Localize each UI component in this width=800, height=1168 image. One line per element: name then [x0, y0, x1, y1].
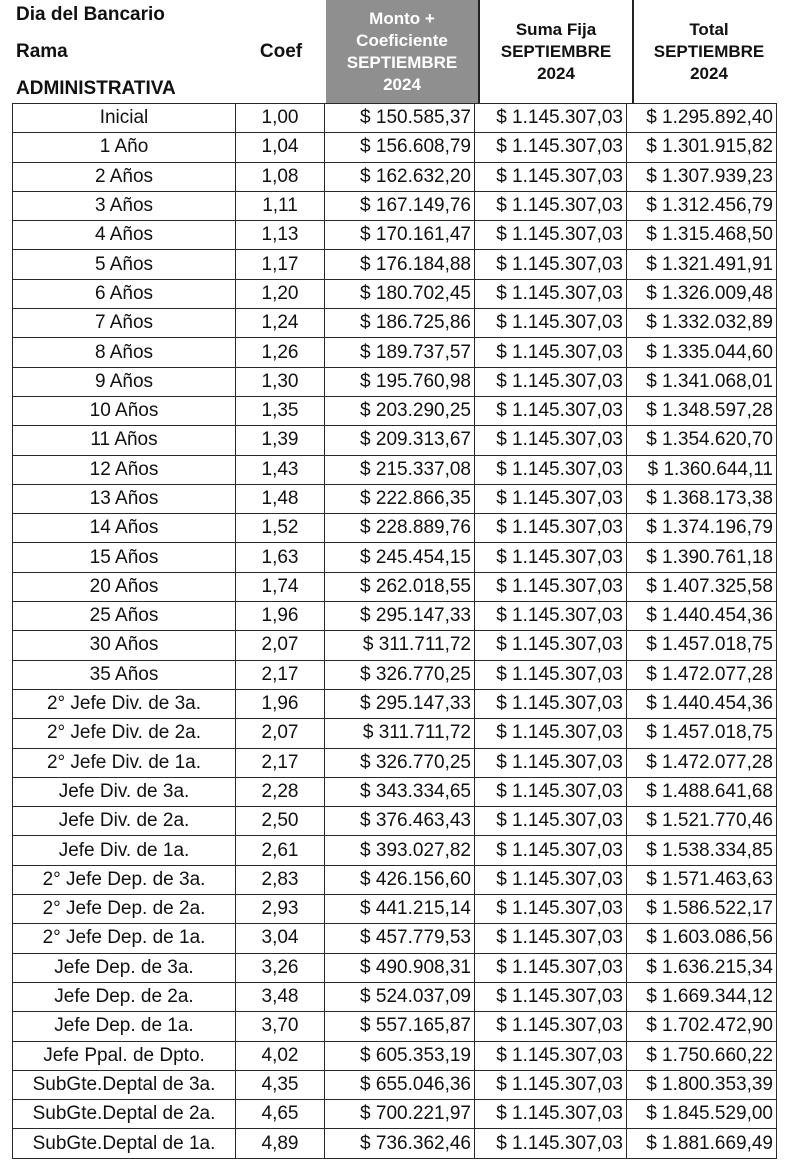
suma-fija-cell: $ 1.145.307,03 [475, 807, 627, 836]
total-cell: $ 1.800.353,39 [627, 1070, 777, 1099]
total-header-line: 2024 [690, 63, 728, 83]
table-row [13, 572, 777, 601]
category-cell: SubGte.Deptal de 1a. [13, 1129, 236, 1158]
category-cell: 6 Años [13, 279, 236, 308]
category-cell: 25 Años [13, 602, 236, 631]
header-title-block [12, 0, 236, 103]
monto-cell: $ 222.866,35 [325, 484, 475, 513]
category-cell: 2° Jefe Dep. de 1a. [13, 924, 236, 953]
total-cell: $ 1.457.018,75 [627, 719, 777, 748]
category-cell: 12 Años [13, 455, 236, 484]
suma-fija-cell: $ 1.145.307,03 [475, 484, 627, 513]
table-row [13, 1129, 777, 1158]
monto-cell: $ 162.632,20 [325, 162, 475, 191]
coef-cell: 1,39 [236, 426, 325, 455]
table-row [13, 689, 777, 718]
suma-fija-cell: $ 1.145.307,03 [475, 777, 627, 806]
table-row [13, 865, 777, 894]
table-row [13, 748, 777, 777]
monto-cell: $ 176.184,88 [325, 250, 475, 279]
category-cell: 1 Año [13, 133, 236, 162]
total-cell: $ 1.440.454,36 [627, 602, 777, 631]
table-row [13, 543, 777, 572]
suma-fija-cell: $ 1.145.307,03 [475, 631, 627, 660]
total-cell: $ 1.472.077,28 [627, 660, 777, 689]
suma-fija-cell: $ 1.145.307,03 [475, 660, 627, 689]
total-cell: $ 1.348.597,28 [627, 396, 777, 425]
monto-cell: $ 262.018,55 [325, 572, 475, 601]
category-cell: 15 Años [13, 543, 236, 572]
coef-header-label: Coef [259, 40, 303, 62]
monto-cell: $ 228.889,76 [325, 514, 475, 543]
category-cell: 13 Años [13, 484, 236, 513]
table-row [13, 1041, 777, 1070]
coef-cell: 1,30 [236, 367, 325, 396]
total-cell: $ 1.368.173,38 [627, 484, 777, 513]
table-row [13, 279, 777, 308]
table-row [13, 426, 777, 455]
monto-cell: $ 295.147,33 [325, 602, 475, 631]
table-row [13, 836, 777, 865]
total-cell: $ 1.702.472,90 [627, 1012, 777, 1041]
table-row [13, 924, 777, 953]
monto-cell: $ 215.337,08 [325, 455, 475, 484]
category-cell: 10 Años [13, 396, 236, 425]
total-cell: $ 1.603.086,56 [627, 924, 777, 953]
monto-cell: $ 311.711,72 [325, 719, 475, 748]
category-cell: 2° Jefe Div. de 3a. [13, 689, 236, 718]
category-cell: 9 Años [13, 367, 236, 396]
suma-fija-cell: $ 1.145.307,03 [475, 836, 627, 865]
table-row [13, 1012, 777, 1041]
category-cell: SubGte.Deptal de 3a. [13, 1070, 236, 1099]
total-cell: $ 1.440.454,36 [627, 689, 777, 718]
coef-cell: 1,11 [236, 191, 325, 220]
rama-label: Rama [16, 41, 68, 62]
document-title: Dia del Bancario [16, 4, 165, 25]
table-row [13, 367, 777, 396]
coef-cell: 1,63 [236, 543, 325, 572]
total-cell: $ 1.472.077,28 [627, 748, 777, 777]
table-row [13, 807, 777, 836]
suma-fija-cell: $ 1.145.307,03 [475, 953, 627, 982]
monto-cell: $ 180.702,45 [325, 279, 475, 308]
total-header-line: SEPTIEMBRE [653, 41, 765, 61]
monto-cell: $ 186.725,86 [325, 309, 475, 338]
category-cell: 3 Años [13, 191, 236, 220]
suma-fija-cell: $ 1.145.307,03 [475, 514, 627, 543]
monto-cell: $ 393.027,82 [325, 836, 475, 865]
category-cell: 4 Años [13, 221, 236, 250]
suma-fija-cell: $ 1.145.307,03 [475, 1100, 627, 1129]
coef-cell: 2,93 [236, 895, 325, 924]
total-cell: $ 1.521.770,46 [627, 807, 777, 836]
table-row [13, 221, 777, 250]
table-row [13, 953, 777, 982]
suma-fija-cell: $ 1.145.307,03 [475, 338, 627, 367]
suma-fija-cell: $ 1.145.307,03 [475, 221, 627, 250]
monto-cell: $ 655.046,36 [325, 1070, 475, 1099]
suma-fija-cell: $ 1.145.307,03 [475, 895, 627, 924]
table-row [13, 602, 777, 631]
monto-header-line: Monto + [369, 8, 435, 28]
coef-cell: 2,07 [236, 719, 325, 748]
suma-fija-cell: $ 1.145.307,03 [475, 865, 627, 894]
coef-cell: 1,35 [236, 396, 325, 425]
total-cell: $ 1.390.761,18 [627, 543, 777, 572]
monto-cell: $ 167.149,76 [325, 191, 475, 220]
suma-fija-cell: $ 1.145.307,03 [475, 426, 627, 455]
suma-fija-cell: $ 1.145.307,03 [475, 162, 627, 191]
suma-fija-cell: $ 1.145.307,03 [475, 572, 627, 601]
total-cell: $ 1.354.620,70 [627, 426, 777, 455]
suma-fija-cell: $ 1.145.307,03 [475, 719, 627, 748]
category-cell: 30 Años [13, 631, 236, 660]
coef-cell: 3,26 [236, 953, 325, 982]
total-cell: $ 1.321.491,91 [627, 250, 777, 279]
coef-cell: 1,48 [236, 484, 325, 513]
table-row [13, 250, 777, 279]
monto-cell: $ 170.161,47 [325, 221, 475, 250]
category-cell: 8 Años [13, 338, 236, 367]
category-cell: 2 Años [13, 162, 236, 191]
coef-cell: 4,02 [236, 1041, 325, 1070]
suma-fija-cell: $ 1.145.307,03 [475, 191, 627, 220]
suma-fija-cell: $ 1.145.307,03 [475, 367, 627, 396]
suma-fija-cell: $ 1.145.307,03 [475, 250, 627, 279]
total-cell: $ 1.295.892,40 [627, 104, 777, 133]
coef-cell: 1,74 [236, 572, 325, 601]
total-cell: $ 1.538.334,85 [627, 836, 777, 865]
total-cell: $ 1.326.009,48 [627, 279, 777, 308]
suma-fija-cell: $ 1.145.307,03 [475, 1012, 627, 1041]
monto-header [326, 0, 478, 103]
monto-cell: $ 524.037,09 [325, 982, 475, 1011]
rama-value: ADMINISTRATIVA [16, 78, 176, 99]
suma-fija-header [478, 0, 632, 103]
monto-cell: $ 441.215,14 [325, 895, 475, 924]
total-cell: $ 1.341.068,01 [627, 367, 777, 396]
suma-fija-cell: $ 1.145.307,03 [475, 748, 627, 777]
monto-cell: $ 326.770,25 [325, 660, 475, 689]
table-row [13, 895, 777, 924]
total-cell: $ 1.586.522,17 [627, 895, 777, 924]
monto-cell: $ 195.760,98 [325, 367, 475, 396]
coef-header [236, 0, 326, 103]
table-row [13, 191, 777, 220]
coef-cell: 1,96 [236, 602, 325, 631]
monto-cell: $ 150.585,37 [325, 104, 475, 133]
coef-cell: 3,48 [236, 982, 325, 1011]
coef-cell: 1,00 [236, 104, 325, 133]
total-cell: $ 1.488.641,68 [627, 777, 777, 806]
category-cell: 7 Años [13, 309, 236, 338]
monto-cell: $ 326.770,25 [325, 748, 475, 777]
monto-cell: $ 457.779,53 [325, 924, 475, 953]
category-cell: SubGte.Deptal de 2a. [13, 1100, 236, 1129]
monto-cell: $ 245.454,15 [325, 543, 475, 572]
table-row [13, 1100, 777, 1129]
monto-cell: $ 376.463,43 [325, 807, 475, 836]
total-cell: $ 1.636.215,34 [627, 953, 777, 982]
suma-fija-cell: $ 1.145.307,03 [475, 924, 627, 953]
monto-cell: $ 700.221,97 [325, 1100, 475, 1129]
total-cell: $ 1.307.939,23 [627, 162, 777, 191]
category-cell: 2° Jefe Dep. de 2a. [13, 895, 236, 924]
coef-cell: 1,20 [236, 279, 325, 308]
table-row [13, 104, 777, 133]
suma-fija-cell: $ 1.145.307,03 [475, 396, 627, 425]
suma-fija-cell: $ 1.145.307,03 [475, 1129, 627, 1158]
monto-cell: $ 490.908,31 [325, 953, 475, 982]
category-cell: 2° Jefe Dep. de 3a. [13, 865, 236, 894]
salary-table [12, 103, 777, 1159]
category-cell: 5 Años [13, 250, 236, 279]
table-row [13, 455, 777, 484]
total-cell: $ 1.360.644,11 [627, 455, 777, 484]
total-cell: $ 1.312.456,79 [627, 191, 777, 220]
total-cell: $ 1.669.344,12 [627, 982, 777, 1011]
coef-cell: 4,65 [236, 1100, 325, 1129]
coef-cell: 1,96 [236, 689, 325, 718]
category-cell: Jefe Ppal. de Dpto. [13, 1041, 236, 1070]
coef-cell: 2,17 [236, 748, 325, 777]
coef-cell: 2,61 [236, 836, 325, 865]
total-cell: $ 1.301.915,82 [627, 133, 777, 162]
monto-cell: $ 736.362,46 [325, 1129, 475, 1158]
coef-cell: 1,52 [236, 514, 325, 543]
coef-cell: 3,04 [236, 924, 325, 953]
category-cell: 2° Jefe Div. de 2a. [13, 719, 236, 748]
suma-fija-cell: $ 1.145.307,03 [475, 982, 627, 1011]
total-cell: $ 1.374.196,79 [627, 514, 777, 543]
coef-cell: 1,26 [236, 338, 325, 367]
total-header [632, 0, 784, 103]
total-cell: $ 1.881.669,49 [627, 1129, 777, 1158]
coef-cell: 2,50 [236, 807, 325, 836]
suma-header-line: Suma Fija [515, 19, 597, 39]
category-cell: Jefe Div. de 3a. [13, 777, 236, 806]
total-header-line: Total [689, 19, 729, 39]
suma-fija-cell: $ 1.145.307,03 [475, 104, 627, 133]
total-cell: $ 1.332.032,89 [627, 309, 777, 338]
table-row [13, 396, 777, 425]
coef-cell: 1,08 [236, 162, 325, 191]
category-cell: Jefe Div. de 1a. [13, 836, 236, 865]
suma-fija-cell: $ 1.145.307,03 [475, 309, 627, 338]
category-cell: Jefe Div. de 2a. [13, 807, 236, 836]
category-cell: Inicial [13, 104, 236, 133]
category-cell: 2° Jefe Div. de 1a. [13, 748, 236, 777]
table-row [13, 982, 777, 1011]
coef-cell: 2,17 [236, 660, 325, 689]
table-row [13, 660, 777, 689]
monto-cell: $ 203.290,25 [325, 396, 475, 425]
monto-header-line: Coeficiente [356, 30, 448, 50]
category-cell: 14 Años [13, 514, 236, 543]
category-cell: 35 Años [13, 660, 236, 689]
monto-cell: $ 311.711,72 [325, 631, 475, 660]
coef-cell: 2,07 [236, 631, 325, 660]
coef-cell: 1,24 [236, 309, 325, 338]
suma-fija-cell: $ 1.145.307,03 [475, 602, 627, 631]
coef-cell: 1,43 [236, 455, 325, 484]
coef-cell: 4,89 [236, 1129, 325, 1158]
table-header [0, 0, 800, 103]
coef-cell: 1,17 [236, 250, 325, 279]
suma-header-line: 2024 [537, 63, 575, 83]
table-row [13, 777, 777, 806]
category-cell: Jefe Dep. de 2a. [13, 982, 236, 1011]
total-cell: $ 1.315.468,50 [627, 221, 777, 250]
monto-cell: $ 209.313,67 [325, 426, 475, 455]
category-cell: 20 Años [13, 572, 236, 601]
total-cell: $ 1.750.660,22 [627, 1041, 777, 1070]
coef-cell: 1,13 [236, 221, 325, 250]
monto-cell: $ 295.147,33 [325, 689, 475, 718]
monto-header-line: 2024 [383, 74, 421, 94]
table-row [13, 338, 777, 367]
table-row [13, 514, 777, 543]
suma-header-line: SEPTIEMBRE [500, 41, 612, 61]
suma-fija-cell: $ 1.145.307,03 [475, 1041, 627, 1070]
table-row [13, 631, 777, 660]
coef-cell: 2,83 [236, 865, 325, 894]
table-row [13, 133, 777, 162]
coef-cell: 1,04 [236, 133, 325, 162]
monto-header-line: SEPTIEMBRE [346, 52, 458, 72]
monto-cell: $ 343.334,65 [325, 777, 475, 806]
table-row [13, 309, 777, 338]
table-row [13, 484, 777, 513]
table-row [13, 162, 777, 191]
monto-cell: $ 557.165,87 [325, 1012, 475, 1041]
coef-cell: 4,35 [236, 1070, 325, 1099]
category-cell: Jefe Dep. de 1a. [13, 1012, 236, 1041]
salary-table-body [13, 104, 777, 1159]
suma-fija-cell: $ 1.145.307,03 [475, 543, 627, 572]
total-cell: $ 1.571.463,63 [627, 865, 777, 894]
table-row [13, 1070, 777, 1099]
suma-fija-cell: $ 1.145.307,03 [475, 133, 627, 162]
total-cell: $ 1.457.018,75 [627, 631, 777, 660]
monto-cell: $ 156.608,79 [325, 133, 475, 162]
monto-cell: $ 605.353,19 [325, 1041, 475, 1070]
suma-fija-cell: $ 1.145.307,03 [475, 279, 627, 308]
coef-cell: 2,28 [236, 777, 325, 806]
suma-fija-cell: $ 1.145.307,03 [475, 455, 627, 484]
coef-cell: 3,70 [236, 1012, 325, 1041]
monto-cell: $ 426.156,60 [325, 865, 475, 894]
total-cell: $ 1.407.325,58 [627, 572, 777, 601]
category-cell: 11 Años [13, 426, 236, 455]
suma-fija-cell: $ 1.145.307,03 [475, 689, 627, 718]
monto-cell: $ 189.737,57 [325, 338, 475, 367]
category-cell: Jefe Dep. de 3a. [13, 953, 236, 982]
table-row [13, 719, 777, 748]
suma-fija-cell: $ 1.145.307,03 [475, 1070, 627, 1099]
total-cell: $ 1.845.529,00 [627, 1100, 777, 1129]
total-cell: $ 1.335.044,60 [627, 338, 777, 367]
